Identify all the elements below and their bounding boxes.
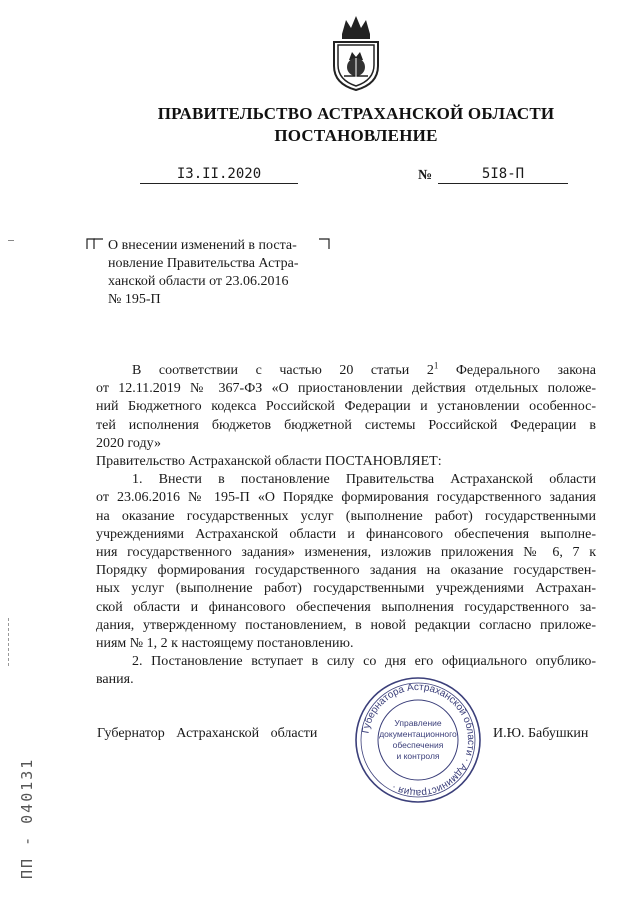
side-stamp-code: ПП - 040131 (18, 757, 36, 879)
signatory-position: Губернатор Астраханской области (97, 726, 318, 741)
left-corner-mark-icon (86, 238, 104, 250)
doc-type-title: ПОСТАНОВЛЕНИЕ (274, 126, 438, 145)
body-line: В соответствии с частью 20 статьи $2^1$ Федерального закона (132, 360, 596, 378)
number-label: № (418, 168, 433, 183)
document-number: 5I8-П (438, 166, 568, 184)
body-line: ниям № 1, 2 к настоящему постановлению. (96, 636, 354, 652)
org-title: ПРАВИТЕЛЬСТВО АСТРАХАНСКОЙ ОБЛАСТИ (157, 104, 555, 123)
body-line: от 12.11.2019 № 367-ФЗ «О приостановлении действия отдельных положе- (96, 381, 596, 397)
body-line: ний Бюджетного кодекса Российской Федерации и установлении особеннос- (96, 399, 596, 415)
body-line: на оказание государственных услуг (выполнение работ) государственными (96, 508, 596, 524)
subject-line: новление Правительства Астра- (108, 256, 299, 271)
subject-line: ханской области от 23.06.2016 (108, 274, 289, 289)
seal-ring-text: Губернатора Астраханской области · Администрация · (360, 681, 477, 799)
document-subject (108, 237, 313, 309)
body-line: 2. Постановление вступает в силу со дня его официального опублико- (132, 654, 596, 670)
margin-tick (8, 240, 14, 241)
body-line: ных услуг (выполнение работ) государственными учреждениями Астрахан- (96, 581, 596, 597)
body-line: тей исполнения бюджетов бюджетной системы Российской Федерации в (96, 417, 596, 433)
body-line: от 23.06.2016 № 195-П «О Порядке формирования государственного задания (96, 490, 596, 506)
official-seal-icon (354, 676, 482, 804)
seal-line: обеспечения (392, 740, 444, 750)
document-date: I3.II.2020 (140, 166, 298, 184)
right-corner-mark-icon (318, 238, 330, 250)
body-line: Порядку формирования государственного задания на оказание государствен- (96, 563, 596, 579)
subject-line: О внесении изменений в поста- (108, 238, 297, 253)
body-line: ской области и финансового обеспечения выполнения государственного за- (96, 599, 596, 615)
coat-of-arms-icon (328, 14, 384, 92)
body-line: ния государственного задания» изменения, изложив приложения № 6, 7 к (96, 545, 596, 561)
body-line: 2020 году» (96, 435, 161, 451)
body-line: вания. (96, 672, 134, 688)
seal-line: документационного (379, 729, 457, 739)
body-line: дания, утвержденному постановлением, в новой редакции согласно приложе- (96, 617, 596, 633)
document-body (96, 362, 596, 690)
margin-dash (8, 618, 11, 666)
seal-line: Управление (394, 718, 442, 728)
seal-line: и контроля (396, 751, 440, 761)
body-line: 1. Внести в постановление Правительства Астраханской области (132, 472, 596, 488)
decree-line: Правительство Астраханской области ПОСТАНОВЛЯЕТ: (96, 454, 442, 470)
body-line: учреждениями Астраханской области и финансового обеспечения выполне- (96, 526, 596, 542)
subject-line: № 195-П (108, 292, 161, 307)
signatory-name: И.Ю. Бабушкин (493, 726, 589, 741)
